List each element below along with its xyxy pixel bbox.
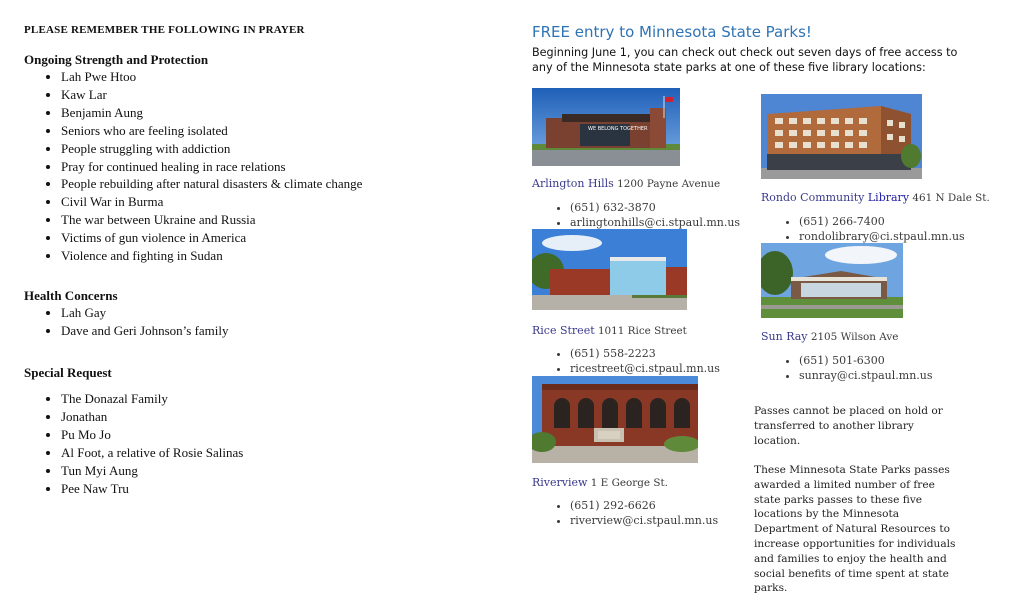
rondo-name-b: Library (867, 191, 910, 204)
rice-email[interactable]: • ricestreet@ci.stpaul.mn.us (570, 361, 770, 376)
list-item: • The war between Ukraine and Russia (61, 211, 521, 229)
rondo-location (761, 191, 990, 204)
pass-description: These Minnesota State Parks passes awarded a limited number of free state parks passes to these five locations by the Minnesota Department of Natural Resources to increase opportunities for individuals and families to enjoy the health and social benefits of time spent at state parks. (754, 464, 956, 595)
riverview-name: Riverview (532, 476, 588, 489)
riverview-photo (532, 376, 698, 463)
health-heading: Health Concerns (24, 288, 118, 303)
rondo-contact (761, 214, 999, 244)
list-item: • Pee Naw Tru (61, 480, 521, 498)
riverview-phone: • (651) 292-6626 (570, 498, 746, 513)
special-list (24, 390, 521, 497)
sunray-phone: • (651) 501-6300 (799, 353, 999, 368)
rondo-library-photo (761, 94, 922, 179)
list-item: • Benjamin Aung (61, 104, 521, 122)
prayer-title-text: PLEASE REMEMBER THE FOLLOWING IN PRAYER (24, 24, 305, 36)
list-item: • Seniors who are feeling isolated (61, 122, 521, 140)
list-item: • Lah Pwe Htoo (61, 68, 521, 86)
ongoing-list (24, 68, 521, 265)
rice-contact (532, 346, 770, 376)
rondo-name-a: Rondo Community (761, 191, 868, 204)
riverview-address: 1 E George St. (590, 477, 668, 489)
rice-location (532, 324, 687, 337)
riverview-location (532, 476, 668, 489)
rice-name: Rice Street (532, 324, 595, 337)
rondo-phone: • (651) 266-7400 (799, 214, 999, 229)
arlington-email[interactable]: • arlingtonhills@ci.stpaul.mn.us (570, 215, 770, 230)
parks-heading: FREE entry to Minnesota State Parks! (532, 23, 812, 41)
sunray-email[interactable]: • sunray@ci.stpaul.mn.us (799, 368, 999, 383)
list-item: • People rebuilding after natural disasters & climate change (61, 175, 521, 193)
rice-phone: • (651) 558-2223 (570, 346, 770, 361)
sunray-address: 2105 Wilson Ave (810, 331, 899, 343)
health-list (24, 304, 521, 340)
special-heading: Special Request (24, 365, 112, 380)
list-item: • Dave and Geri Johnson’s family (61, 322, 521, 340)
list-item: • Jonathan (61, 408, 521, 426)
rice-street-photo (532, 229, 687, 310)
arlington-phone: • (651) 632-3870 (570, 200, 770, 215)
arlington-contact (532, 200, 770, 230)
list-item: • People struggling with addiction (61, 140, 521, 158)
list-item: • Tun Myi Aung (61, 462, 521, 480)
sunray-location (761, 330, 898, 343)
list-item: • Al Foot, a relative of Rosie Salinas (61, 444, 521, 462)
building-sign: WE BELONG TOGETHER (588, 126, 648, 132)
arlington-name: Arlington Hills (532, 177, 614, 190)
rice-address: 1011 Rice Street (597, 325, 687, 337)
list-item: • The Donazal Family (61, 390, 521, 408)
list-item: • Kaw Lar (61, 86, 521, 104)
arlington-location (532, 177, 720, 190)
list-item: • Victims of gun violence in America (61, 229, 521, 247)
list-item: • Civil War in Burma (61, 193, 521, 211)
rondo-name (761, 191, 909, 204)
prayer-title (24, 24, 305, 36)
arlington-address: 1200 Payne Avenue (617, 178, 721, 190)
list-item: • Pu Mo Jo (61, 426, 521, 444)
arlington-hills-photo (532, 88, 680, 166)
list-item: • Pray for continued healing in race relations (61, 158, 521, 176)
parks-intro: Beginning June 1, you can check out check out seven days of free access to any of the Minnesota state parks at one of these five library locations: (532, 46, 958, 74)
ongoing-heading: Ongoing Strength and Protection (24, 52, 209, 67)
list-item: • Lah Gay (61, 304, 521, 322)
rondo-email[interactable]: • rondolibrary@ci.stpaul.mn.us (799, 229, 999, 244)
sunray-name: Sun Ray (761, 330, 808, 343)
rondo-address: 461 N Dale St. (912, 192, 990, 204)
riverview-contact (532, 498, 746, 528)
list-item: • Violence and fighting in Sudan (61, 247, 521, 265)
sunray-contact (761, 353, 999, 383)
pass-note: Passes cannot be placed on hold or transferred to another library location. (754, 405, 943, 447)
riverview-email[interactable]: • riverview@ci.stpaul.mn.us (570, 513, 746, 528)
sun-ray-photo (761, 243, 903, 318)
